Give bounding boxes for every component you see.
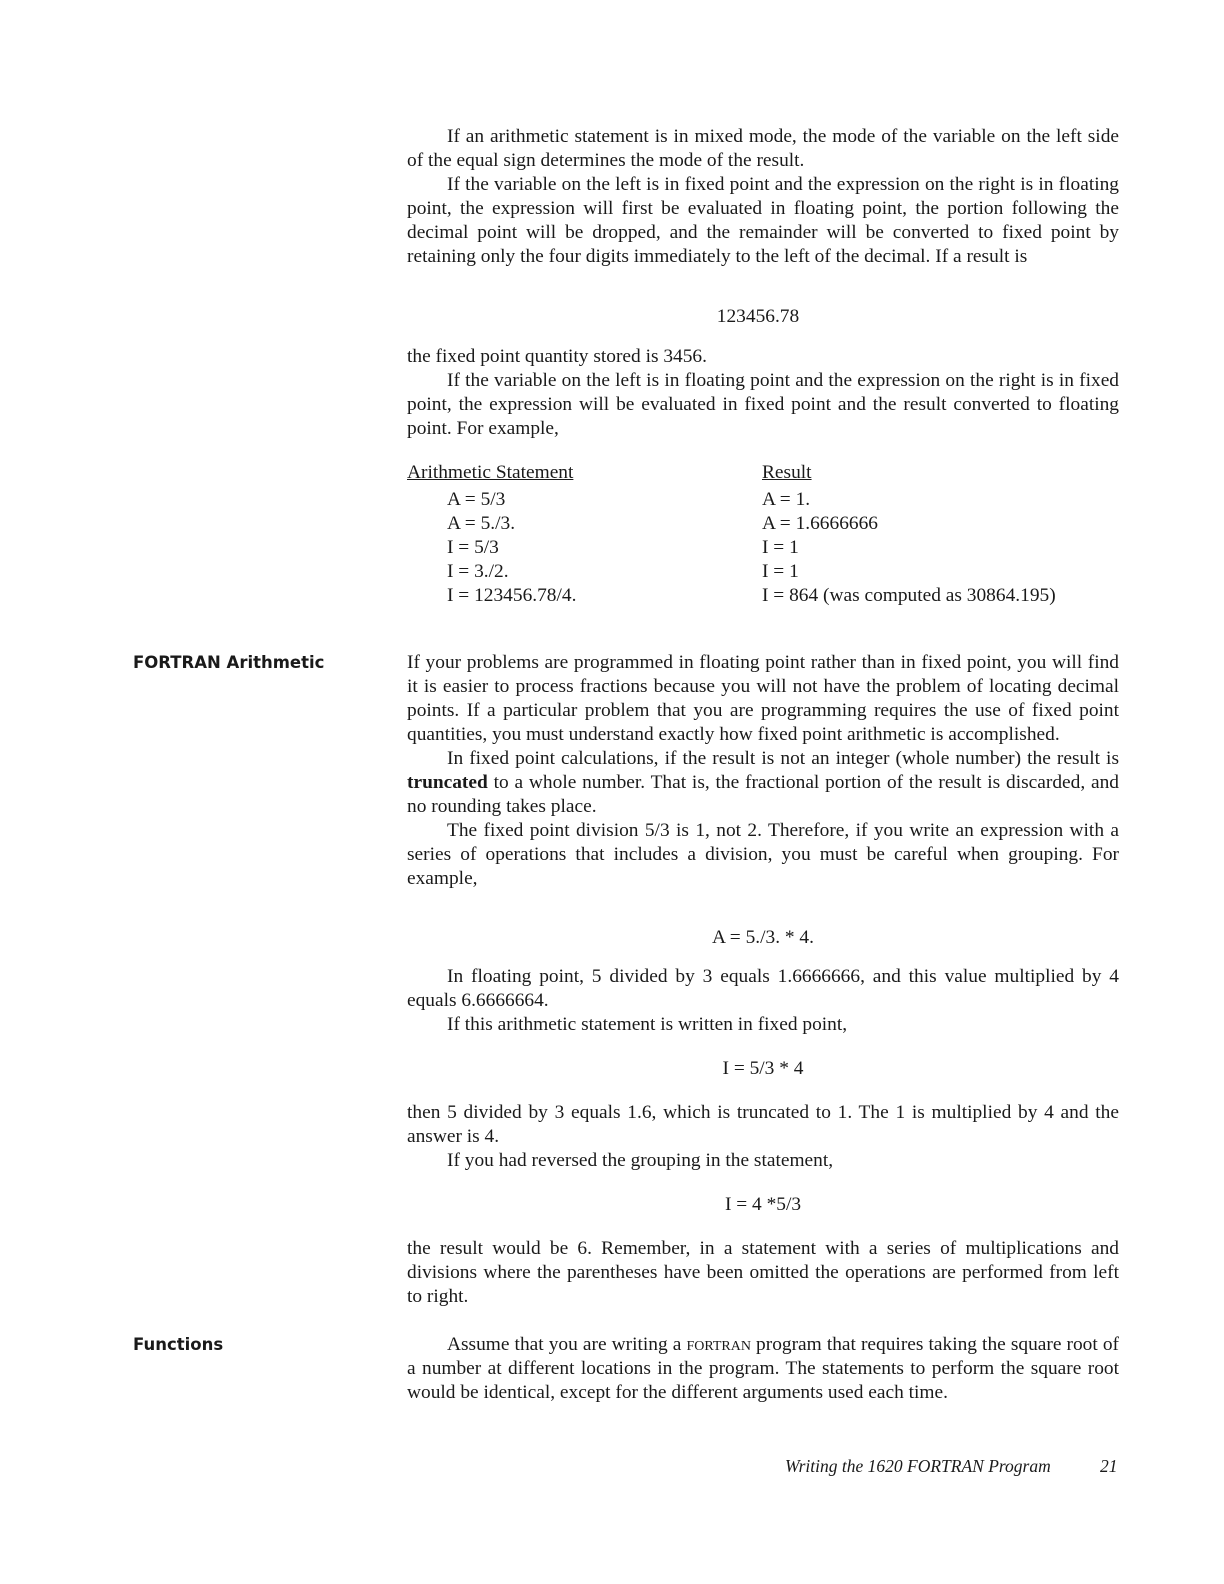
text-block-fixed-example <box>407 1101 1119 1173</box>
equation: I = 4 *5/3 <box>724 1194 802 1215</box>
table-cell: A = 5/3 <box>447 489 506 510</box>
paragraph: the result would be 6. Remember, in a statement with a series of multiplications and divisions where the parentheses have been omitted the operations are performed from left to right. <box>407 1238 1119 1307</box>
table-cell: I = 1 <box>762 537 799 558</box>
table-cell: I = 864 (was computed as 30864.195) <box>762 585 1056 606</box>
text-block-fortran-arithmetic <box>407 651 1119 891</box>
paragraph: The fixed point division 5/3 is 1, not 2. Therefore, if you write an expression with a series of operations that includes a division, you must be careful when grouping. For example, <box>407 820 1119 889</box>
paragraph: then 5 divided by 3 equals 1.6, which is truncated to 1. The 1 is multiplied by 4 and the answer is 4. <box>407 1102 1119 1147</box>
table-cell: A = 5./3. <box>447 513 516 534</box>
paragraph: the fixed point quantity stored is 3456. <box>407 346 707 367</box>
section-heading-functions: Functions <box>133 1335 224 1354</box>
running-footer: Writing the 1620 FORTRAN Program <box>785 1456 1051 1476</box>
example-value: 123456.78 <box>716 306 800 327</box>
paragraph: Assume that you are writing a fortran program that requires taking the square root of a number at different locations in the program. The statements to perform the square root would be identical, except for the different arguments used each time. <box>407 1334 1119 1403</box>
table-header-result: Result <box>762 462 812 483</box>
table-cell: I = 1 <box>762 561 799 582</box>
table-cell: I = 3./2. <box>447 561 509 582</box>
text-block-functions <box>407 1333 1119 1405</box>
table-cell: A = 1. <box>762 489 811 510</box>
paragraph: If an arithmetic statement is in mixed mode, the mode of the variable on the left side of the equal sign determines the mode of the result. <box>407 126 1119 171</box>
fortran-smallcaps: fortran <box>686 1334 751 1355</box>
paragraph: If your problems are programmed in floating point rather than in fixed point, you will find it is easier to process fractions because you will not have the problem of locating decimal points. If a particular problem that you are programming requires the use of fixed point quantities, you must understand exactly how fixed point arithmetic is accomplished. <box>407 652 1119 745</box>
table-cell: I = 5/3 <box>447 537 499 558</box>
paragraph: In floating point, 5 divided by 3 equals 1.6666666, and this value multiplied by 4 equals 6.6666664. <box>407 966 1119 1011</box>
text-block-mixed-mode <box>407 125 1119 269</box>
paragraph: If the variable on the left is in floating point and the expression on the right is in fixed point, the expression will be evaluated in fixed point and the result converted to floating point. For example, <box>407 370 1119 439</box>
paragraph: If this arithmetic statement is written in fixed point, <box>447 1014 848 1035</box>
page-number: 21 <box>1100 1456 1118 1476</box>
emphasis-truncated: truncated <box>407 772 488 793</box>
paragraph: In fixed point calculations, if the result is not an integer (whole number) the result is truncated to a whole number. That is, the fractional portion of the result is discarded, and no rounding takes place. <box>407 748 1119 817</box>
text-block-floating-example <box>407 965 1119 1037</box>
table-cell: I = 123456.78/4. <box>447 585 577 606</box>
paragraph: If you had reversed the grouping in the statement, <box>447 1150 834 1171</box>
section-heading-fortran-arithmetic: FORTRAN Arithmetic <box>133 653 325 672</box>
equation: A = 5./3. * 4. <box>712 927 814 948</box>
equation: I = 5/3 * 4 <box>722 1058 804 1079</box>
text-block-order <box>407 1237 1119 1309</box>
paragraph: If the variable on the left is in fixed point and the expression on the right is in floating point, the expression will first be evaluated in floating point, the portion following the decimal point will be dropped, and the remainder will be converted to fixed point by retaining only the four digits immediately to the left of the decimal. If a result is <box>407 174 1119 267</box>
arithmetic-table <box>407 461 1119 611</box>
table-header-statement: Arithmetic Statement <box>407 462 574 483</box>
table-cell: A = 1.6666666 <box>762 513 878 534</box>
text-block-floating <box>407 345 1119 441</box>
